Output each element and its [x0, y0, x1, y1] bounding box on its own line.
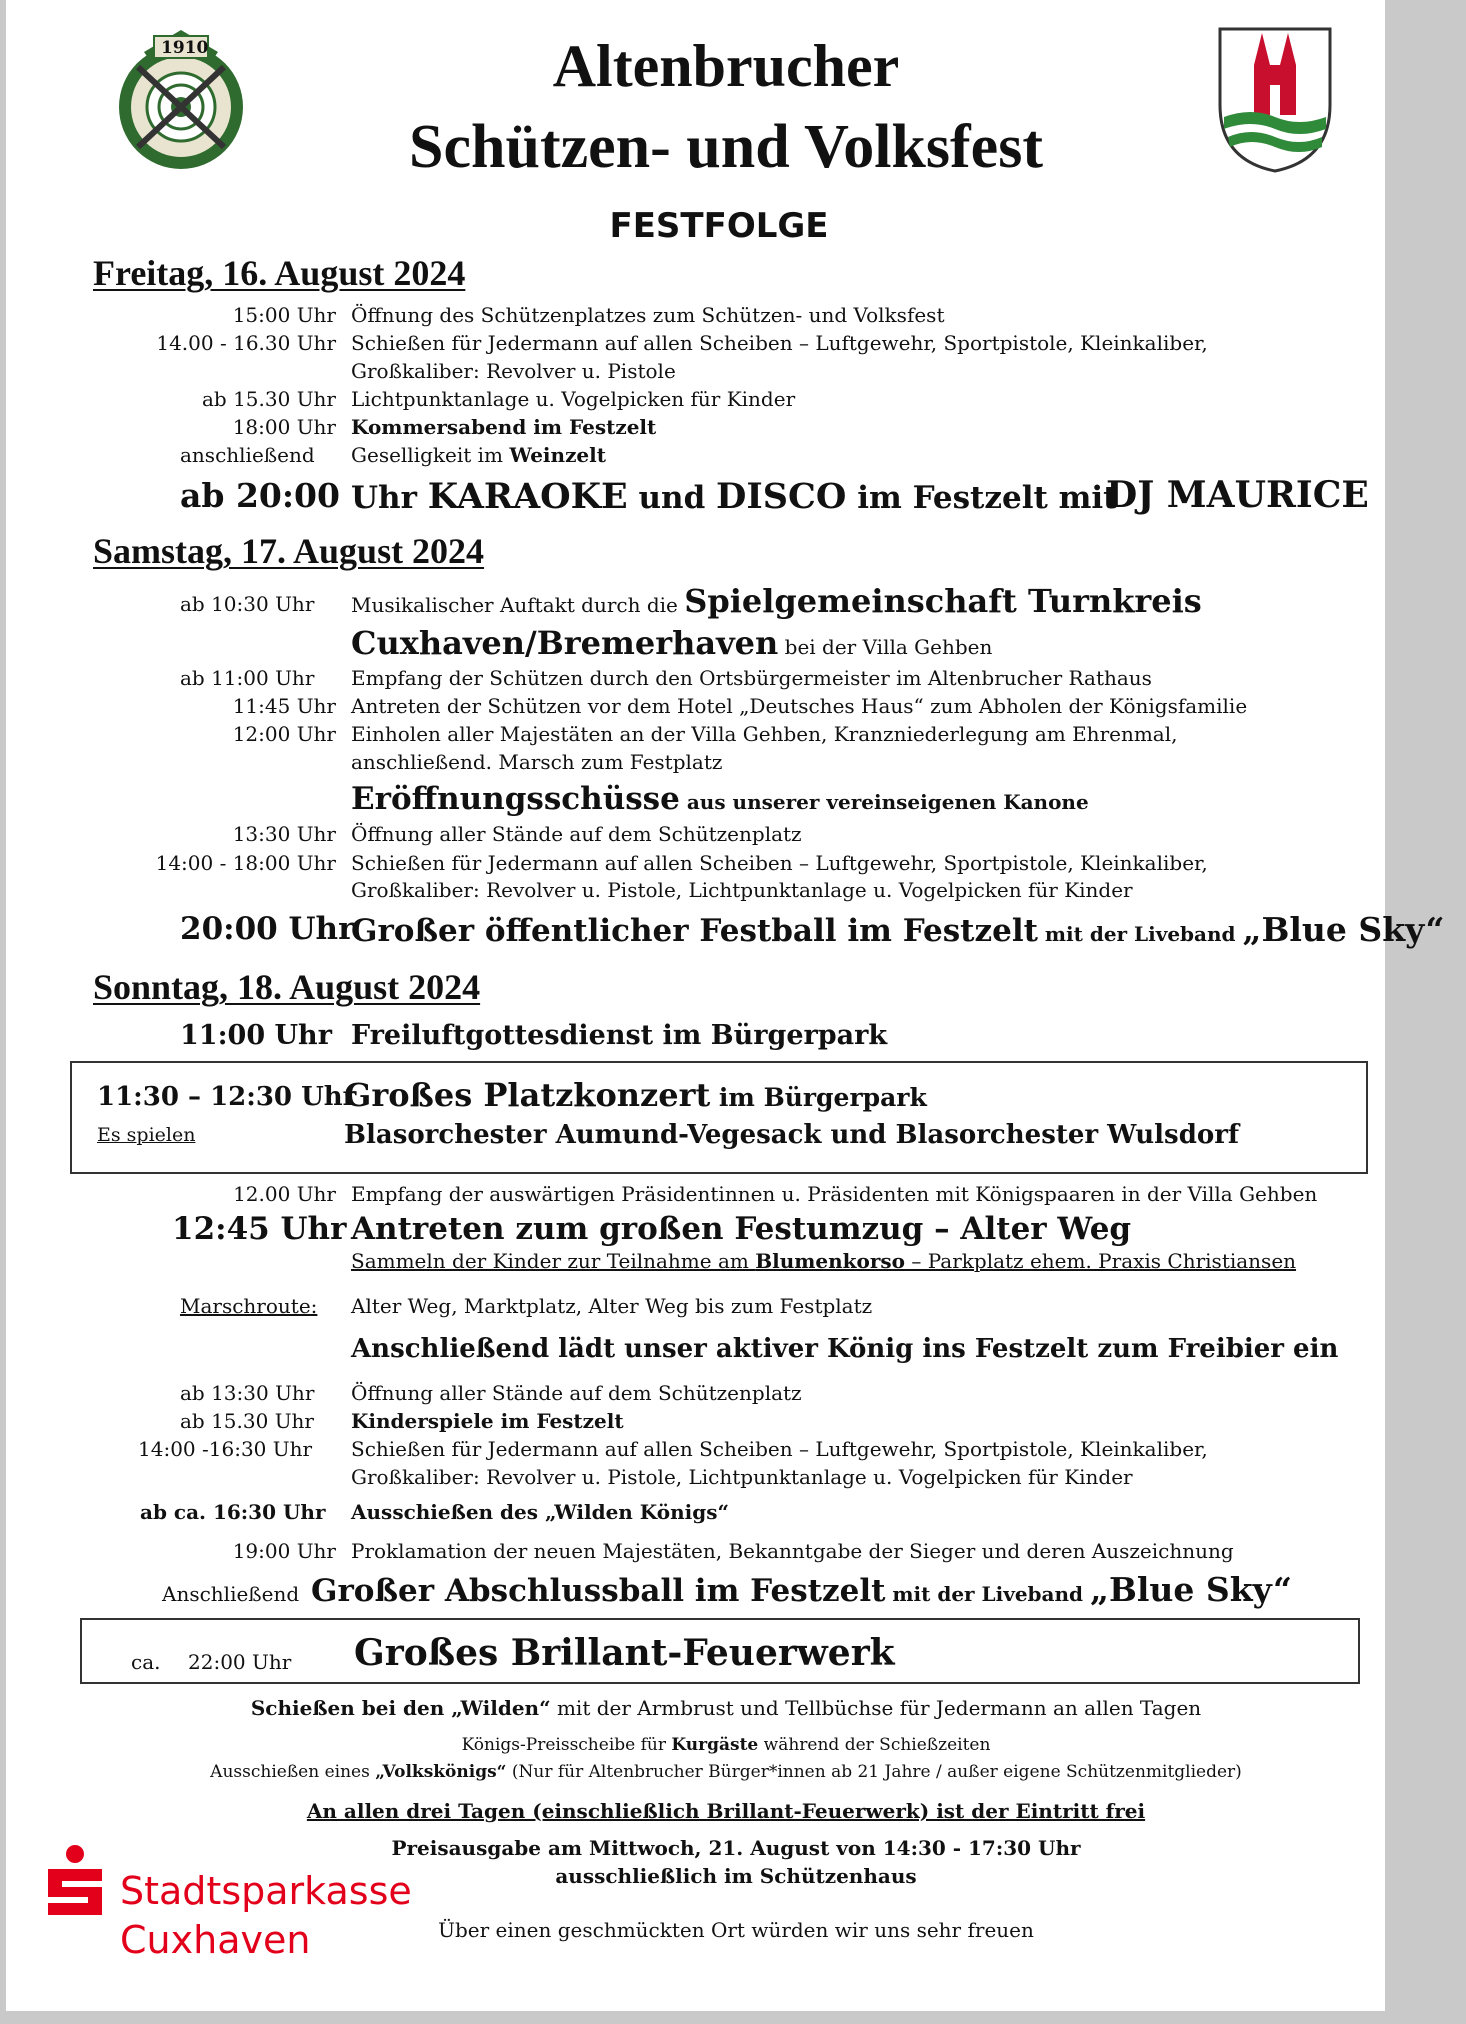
schedule-subtext [351, 1249, 1296, 1273]
concert-bands: Blasorchester Aumund-Vegesack und Blasorchester Wulsdorf [344, 1120, 1240, 1150]
route-label: Marschroute: [180, 1294, 318, 1318]
footer-line-2 [6, 1735, 1446, 1755]
title-line-2: Schützen- und Volksfest [409, 113, 1043, 181]
sponsor-name: Stadtsparkasse [120, 1869, 412, 1913]
saturday-highlight-part: „Blue Sky“ [1242, 910, 1445, 949]
friday-highlight-part: und [627, 480, 717, 516]
schedule-text: Großkaliber: Revolver u. Pistole, Lichtpunktanlage u. Vogelpicken für Kinder [351, 878, 1133, 902]
schedule-time: ab 15.30 Uhr [202, 387, 336, 411]
schedule-text-part: Eröffnungsschüsse [351, 781, 680, 817]
schedule-time: ab 11:00 Uhr [180, 666, 315, 690]
footer-line-3 [6, 1762, 1446, 1782]
footer-text-part: Schießen bei den „Wilden“ [250, 1696, 551, 1720]
schedule-time: 12.00 Uhr [233, 1182, 336, 1206]
schedule-time: 18:00 Uhr [232, 415, 336, 439]
schedule-time: Anschließend [162, 1582, 300, 1606]
schedule-text-part: Blumenkorso [755, 1249, 906, 1273]
saturday-highlight-time: 20:00 Uhr [180, 911, 355, 947]
schedule-time: ab ca. 16:30 Uhr [140, 1500, 326, 1524]
concert-time: 11:30 – 12:30 Uhr [97, 1082, 357, 1112]
schedule-text-part: – Parkplatz ehem. Praxis Christiansen [905, 1249, 1297, 1273]
footer-free-entry: An allen drei Tagen (einschließlich Brillant-Feuerwerk) ist der Eintritt frei [306, 1799, 1146, 1823]
schedule-text: Proklamation der neuen Majestäten, Bekanntgabe der Sieger und deren Auszeichnung [351, 1539, 1234, 1563]
friday-highlight-time: ab 20:00 [180, 476, 340, 515]
schedule-text-part: Cuxhaven/Bremerhaven [351, 624, 779, 662]
sponsor-city: Cuxhaven [120, 1918, 311, 1962]
concert-label: Es spielen [97, 1124, 196, 1146]
concert-title [344, 1076, 927, 1114]
title-line-1: Altenbrucher [552, 33, 900, 99]
schedule-time: 12:00 Uhr [232, 722, 336, 746]
schedule-time: anschließend [180, 443, 315, 467]
schedule-text: Schießen für Jedermann auf allen Scheiben – Luftgewehr, Sportpistole, Kleinkaliber, [351, 851, 1208, 875]
club-logo-year: 1910 [161, 38, 209, 58]
schedule-text-part: Spielgemeinschaft Turnkreis [684, 582, 1202, 620]
concert-title-part: Großes Platzkonzert [344, 1076, 711, 1114]
closing-ball-part: Großer Abschlussball im Festzelt [311, 1573, 886, 1609]
schedule-text: Öffnung aller Stände auf dem Schützenplatz [351, 822, 802, 846]
schedule-text: Alter Weg, Marktplatz, Alter Weg bis zum Festplatz [351, 1294, 873, 1318]
schedule-text: Kinderspiele im Festzelt [351, 1409, 624, 1433]
schedule-text: Antreten zum großen Festumzug – Alter Weg [351, 1211, 1132, 1247]
footer-prize-date: Preisausgabe am Mittwoch, 21. August von 14:30 - 17:30 Uhr [391, 1836, 1081, 1860]
schedule-text: Schießen für Jedermann auf allen Scheiben – Luftgewehr, Sportpistole, Kleinkaliber, [351, 1437, 1208, 1461]
closing-ball-part: mit der Liveband [885, 1582, 1090, 1606]
schedule-text-part: Sammeln der Kinder zur Teilnahme am [351, 1249, 756, 1273]
schedule-text-part: Weinzelt [509, 443, 606, 467]
footer-text-part: „Volkskönigs“ [375, 1762, 507, 1782]
schedule-text [351, 624, 992, 662]
saturday-heading: Samstag, 17. August 2024 [93, 531, 485, 571]
schedule-text-part: Musikalischer Auftakt durch die [351, 593, 685, 617]
fireworks-time: 22:00 Uhr [188, 1650, 292, 1674]
fireworks-ca: ca. [131, 1650, 161, 1674]
schedule-time: 11:00 Uhr [180, 1020, 332, 1051]
schedule-time: 14:00 - 18:00 Uhr [155, 851, 336, 875]
schedule-text: Empfang der Schützen durch den Ortsbürgermeister im Altenbrucher Rathaus [351, 666, 1152, 690]
schedule-text-part: bei der Villa Gehben [778, 635, 993, 659]
footer-text-part: Kurgäste [671, 1735, 759, 1755]
footer-text-part: Ausschießen eines [210, 1762, 376, 1782]
footer-closing: Über einen geschmückten Ort würden wir uns sehr freuen [438, 1918, 1034, 1942]
saturday-highlight-part: Großer öffentlicher Festball im Festzelt [351, 913, 1038, 949]
subtitle: FESTFOLGE [609, 206, 829, 246]
schedule-time: 15:00 Uhr [232, 303, 336, 327]
schedule-text: Anschließend lädt unser aktiver König ins Festzelt zum Freibier ein [351, 1334, 1339, 1364]
friday-highlight-dj: DJ MAURICE [1106, 474, 1369, 516]
schedule-time: ab 15.30 Uhr [180, 1409, 314, 1433]
closing-ball-part: „Blue Sky“ [1090, 1570, 1292, 1609]
footer-line-1 [6, 1696, 1446, 1720]
friday-highlight-part: DISCO [716, 476, 847, 517]
poster-sheet [6, 0, 1445, 2011]
schedule-text: Lichtpunktanlage u. Vogelpicken für Kinder [351, 387, 796, 411]
fireworks-title: Großes Brillant-Feuerwerk [354, 1632, 895, 1674]
friday-highlight-part: KARAOKE [427, 476, 628, 517]
schedule-text: Ausschießen des „Wilden Königs“ [351, 1500, 729, 1524]
concert-title-part: im Bürgerpark [710, 1083, 927, 1112]
schedule-time: ab 13:30 Uhr [180, 1381, 315, 1405]
schedule-time: 13:30 Uhr [232, 822, 336, 846]
schedule-text [351, 443, 606, 467]
schedule-text-part: Geselligkeit im [351, 443, 510, 467]
friday-highlight-part: Uhr [351, 480, 428, 516]
friday-highlight [351, 476, 1118, 517]
sparkasse-logo [42, 1845, 108, 1925]
schedule-text: Einholen aller Majestäten an der Villa Gehben, Kranzniederlegung am Ehrenmal, [351, 722, 1178, 746]
closing-ball [311, 1570, 1292, 1609]
schedule-text: Schießen für Jedermann auf allen Scheiben – Luftgewehr, Sportpistole, Kleinkaliber, [351, 331, 1208, 355]
footer-text-part: (Nur für Altenbrucher Bürger*innen ab 21 Jahre / außer eigene Schützenmitglieder) [506, 1762, 1242, 1782]
schedule-text [351, 781, 1089, 817]
schedule-text-part: aus unserer vereinseigenen Kanone [679, 790, 1089, 814]
footer-prize-location: ausschließlich im Schützenhaus [555, 1864, 917, 1888]
schedule-time: 11:45 Uhr [232, 694, 336, 718]
schedule-text: Öffnung des Schützenplatzes zum Schützen- und Volksfest [351, 303, 945, 327]
schedule-text: Öffnung aller Stände auf dem Schützenplatz [351, 1381, 802, 1405]
schedule-time: 14.00 - 16.30 Uhr [156, 331, 336, 355]
footer-text-part: Königs-Preisscheibe für [461, 1735, 672, 1755]
footer-text-part: mit der Armbrust und Tellbüchse für Jedermann an allen Tagen [550, 1696, 1202, 1720]
schedule-text: Antreten der Schützen vor dem Hotel „Deutsches Haus“ zum Abholen der Königsfamilie [351, 694, 1248, 718]
saturday-highlight [351, 910, 1444, 949]
schedule-text: anschließend. Marsch zum Festplatz [351, 750, 723, 774]
schedule-time: ab 10:30 Uhr [180, 592, 315, 616]
schedule-time: 19:00 Uhr [232, 1539, 336, 1563]
schedule-text: Kommersabend im Festzelt [351, 415, 657, 439]
schedule-text [351, 582, 1202, 620]
schedule-text: Großkaliber: Revolver u. Pistole [351, 359, 676, 383]
sunday-heading: Sonntag, 18. August 2024 [93, 967, 481, 1007]
footer-text-part: während der Schießzeiten [758, 1735, 991, 1755]
schedule-text: Empfang der auswärtigen Präsidentinnen u. Präsidenten mit Königspaaren in der Villa Gehben [351, 1182, 1318, 1206]
schedule-text: Freiluftgottesdienst im Bürgerpark [351, 1020, 888, 1051]
friday-heading: Freitag, 16. August 2024 [93, 253, 466, 293]
sparkasse-icon [42, 1845, 108, 1925]
friday-highlight-part: im Festzelt mit [846, 480, 1118, 516]
schedule-time: 12:45 Uhr [172, 1211, 347, 1247]
saturday-highlight-part: mit der Liveband [1037, 922, 1243, 946]
schedule-time: 14:00 -16:30 Uhr [138, 1437, 313, 1461]
schedule-text: Großkaliber: Revolver u. Pistole, Lichtpunktanlage u. Vogelpicken für Kinder [351, 1465, 1133, 1489]
